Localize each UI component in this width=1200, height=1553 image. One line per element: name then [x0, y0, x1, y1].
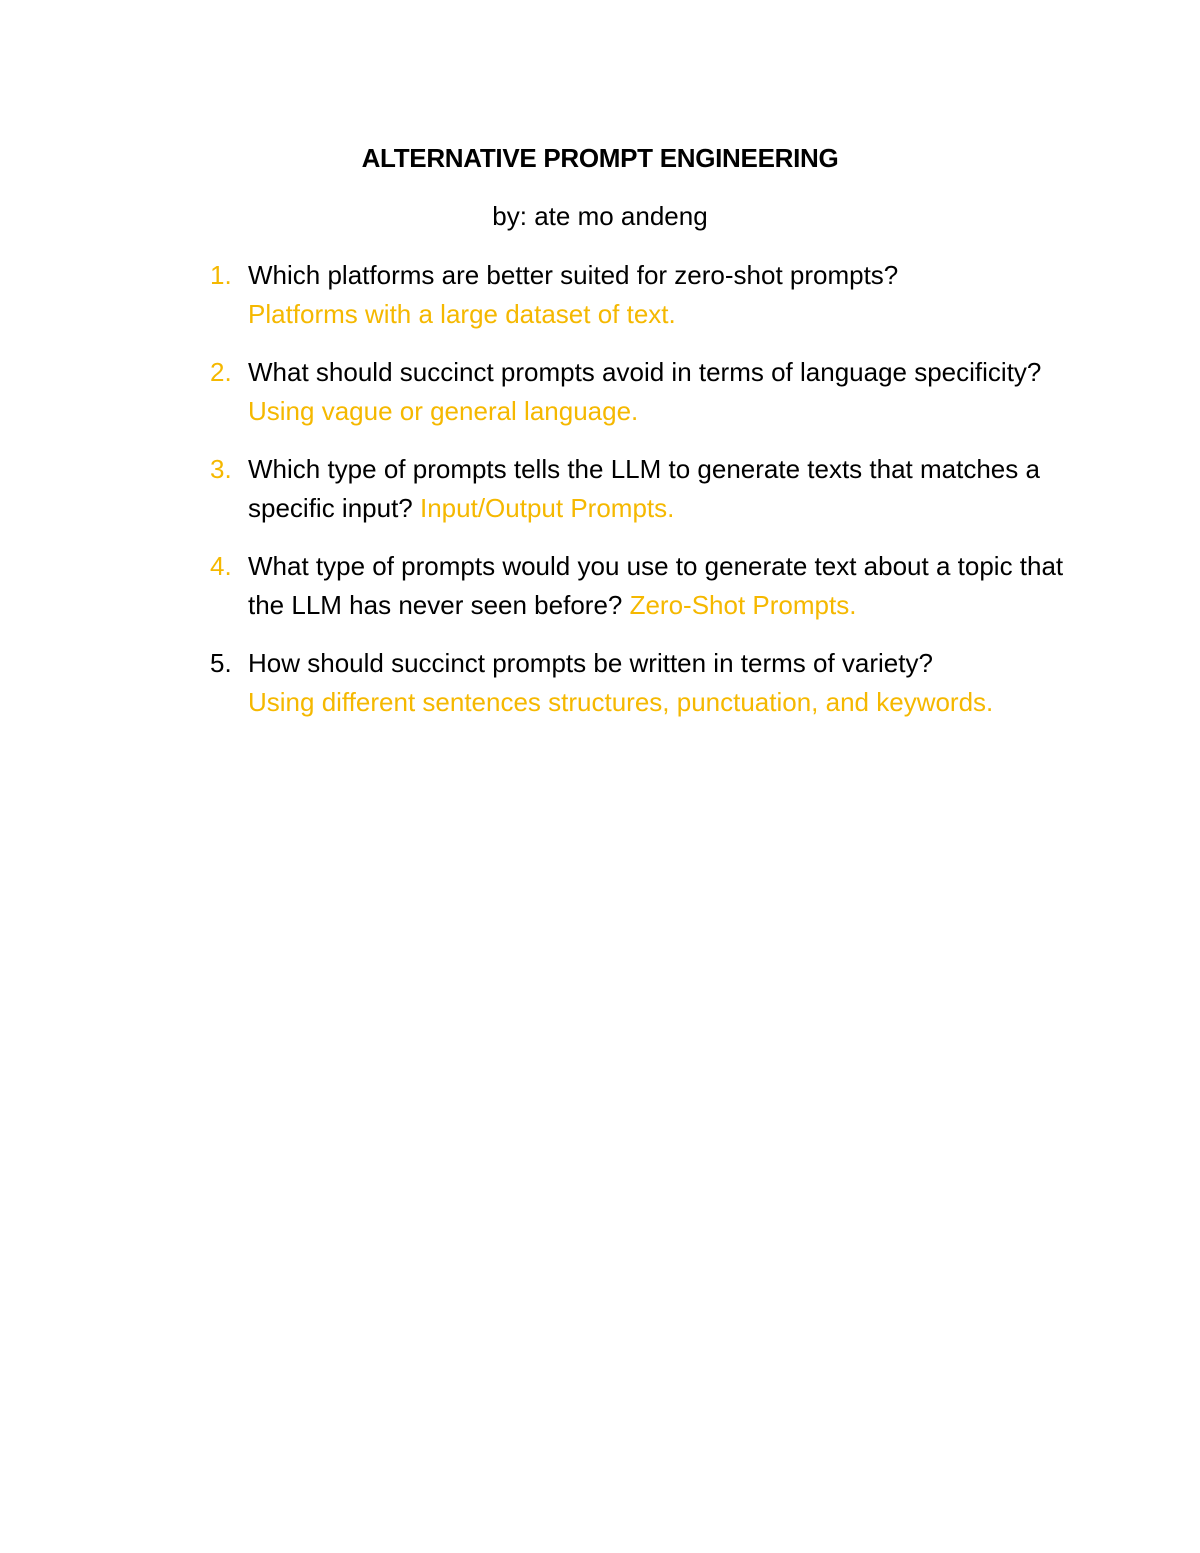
item-number: 1. — [210, 260, 232, 290]
question-text: What should succinct prompts avoid in terms of language specificity? — [248, 357, 1042, 387]
question-text: How should succinct prompts be written in terms of variety? — [248, 648, 933, 678]
list-item — [210, 353, 1070, 431]
answer-text: Input/Output Prompts. — [420, 493, 675, 523]
answer-text: Using different sentences structures, punctuation, and keywords. — [248, 687, 994, 717]
question-text: Which type of prompts tells the LLM to generate texts that matches a specific input? — [248, 454, 1040, 523]
item-number: 3. — [210, 454, 232, 484]
answer-text: Zero-Shot Prompts. — [629, 590, 857, 620]
question-text: What type of prompts would you use to generate text about a topic that the LLM has never seen before? — [248, 551, 1064, 620]
list-item — [210, 547, 1070, 625]
list-item — [210, 450, 1070, 528]
answer-text: Platforms with a large dataset of text. — [248, 299, 676, 329]
question-text: Which platforms are better suited for zero-shot prompts? — [248, 260, 899, 290]
item-number: 2. — [210, 357, 232, 387]
item-number: 5. — [210, 648, 232, 678]
author-line: by: ate mo andeng — [492, 201, 708, 231]
list-item — [210, 644, 1070, 722]
page-title: ALTERNATIVE PROMPT ENGINEERING — [361, 143, 839, 173]
item-number: 4. — [210, 551, 232, 581]
question-list — [210, 256, 1070, 741]
list-item — [210, 256, 1070, 334]
answer-text: Using vague or general language. — [248, 396, 639, 426]
